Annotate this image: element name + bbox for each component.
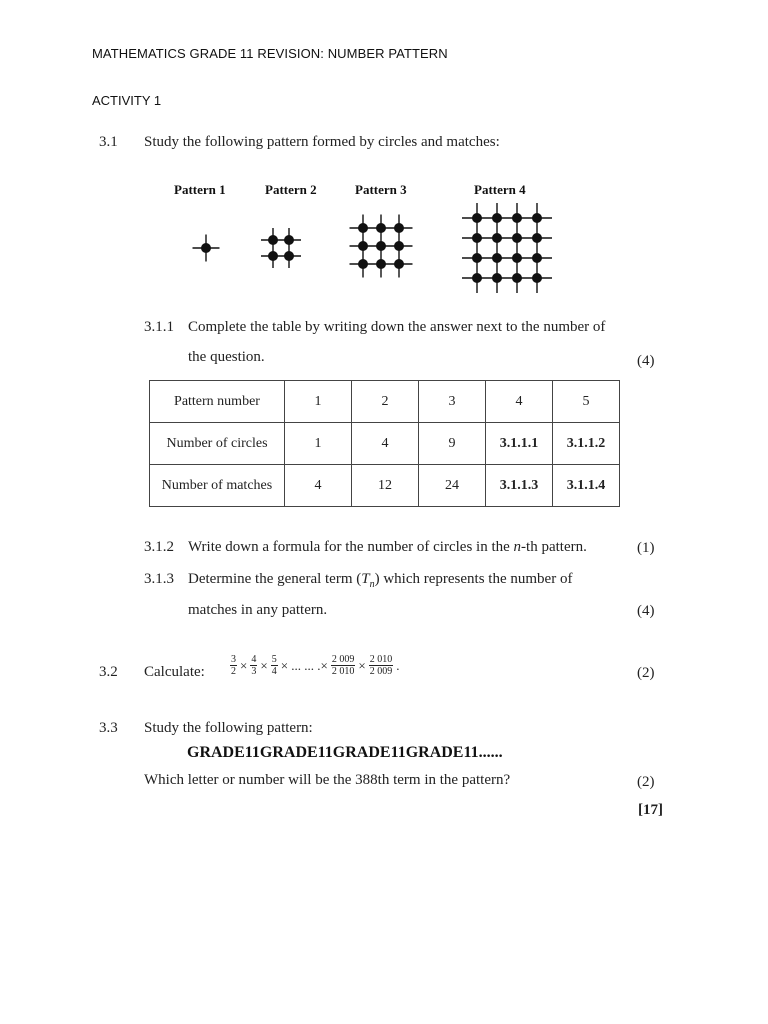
pattern-circle: [512, 253, 522, 263]
pattern-circle: [268, 251, 278, 261]
pattern-circle: [472, 233, 482, 243]
marks-3-2: (2): [637, 665, 655, 681]
pattern-circle: [376, 223, 386, 233]
pattern-2-label: Pattern 2: [265, 182, 317, 197]
question-3-1-text: Study the following pattern formed by circles and matches:: [144, 134, 500, 150]
table-cell: 12: [352, 465, 419, 507]
table-cell: 9: [419, 423, 486, 465]
pattern-3-label: Pattern 3: [355, 182, 407, 197]
product-expression: $\frac{3}{2}$ × $\frac{4}{3}$ × $\frac{5}{4}$ × ... ... .× $\frac{2 009}{2 010}$ × $\frac{2 010}{2 009}$ .: [231, 654, 400, 677]
question-number-3-2: 3.2: [99, 664, 118, 680]
question-3-3-text: Study the following pattern:: [144, 720, 313, 736]
table-cell: 3: [419, 381, 486, 423]
row-label-pattern-number: Pattern number: [150, 381, 285, 423]
question-3-2-label: Calculate:: [144, 664, 205, 680]
table-row: [150, 465, 620, 507]
grade-pattern: GRADE11GRADE11GRADE11GRADE11......: [187, 744, 503, 761]
question-3-3-question: Which letter or number will be the 388th term in the pattern?: [144, 772, 511, 788]
question-3-1-2-text: Write down a formula for the number of circles in the n-th pattern.: [188, 539, 587, 555]
pattern-circle: [512, 273, 522, 283]
pattern-circle: [472, 273, 482, 283]
pattern-circle: [532, 233, 542, 243]
pattern-circle: [394, 259, 404, 269]
answer-slot-3-1-1-2: 3.1.1.2: [553, 423, 620, 465]
pattern-circle: [512, 213, 522, 223]
pattern-2-figure: [261, 228, 301, 268]
question-number-3-1-1: 3.1.1: [144, 319, 174, 335]
pattern-4-label: Pattern 4: [474, 182, 526, 197]
table-cell: 5: [553, 381, 620, 423]
answer-slot-3-1-1-4: 3.1.1.4: [553, 465, 620, 507]
table-cell: 4: [285, 465, 352, 507]
pattern-circle: [492, 273, 502, 283]
question-number-3-3: 3.3: [99, 720, 118, 736]
pattern-1-label: Pattern 1: [174, 182, 226, 197]
marks-3-1-3: (4): [637, 603, 655, 619]
marks-3-3: (2): [637, 774, 655, 790]
table-cell: 4: [352, 423, 419, 465]
pattern-circle: [472, 213, 482, 223]
pattern-3-figure: [350, 215, 413, 278]
pattern-circle: [201, 243, 211, 253]
pattern-circle: [376, 241, 386, 251]
pattern-circle: [492, 213, 502, 223]
table-row: [150, 381, 620, 423]
question-3-1-1-line1: Complete the table by writing down the answer next to the number of: [188, 319, 606, 335]
pattern-circle: [284, 251, 294, 261]
question-3-1-3-line2: matches in any pattern.: [188, 602, 328, 618]
pattern-figures: [0, 0, 768, 320]
pattern-circle: [532, 213, 542, 223]
pattern-circle: [376, 259, 386, 269]
question-3-1-1-line2: the question.: [188, 349, 265, 365]
table-cell: 1: [285, 423, 352, 465]
pattern-table: [149, 380, 620, 507]
question-number-3-1-2: 3.1.2: [144, 539, 174, 555]
table-cell: 1: [285, 381, 352, 423]
question-3-1-3-line1: Determine the general term $(T_n)$ which represents the number of: [188, 571, 573, 590]
fraction: $\frac{4}{3}$: [251, 654, 257, 677]
pattern-circle: [268, 235, 278, 245]
marks-3-1-1: (4): [637, 353, 655, 369]
row-label-number-of-circles: Number of circles: [150, 423, 285, 465]
pattern-circle: [492, 233, 502, 243]
question-number-3-1-3: 3.1.3: [144, 571, 174, 587]
table-row: [150, 423, 620, 465]
pattern-circle: [358, 223, 368, 233]
pattern-circle: [532, 273, 542, 283]
pattern-circle: [358, 259, 368, 269]
table-cell: 24: [419, 465, 486, 507]
activity-total: [17]: [638, 802, 663, 818]
row-label-number-of-matches: Number of matches: [150, 465, 285, 507]
fraction: $\frac{5}{4}$: [271, 654, 277, 677]
page-header: MATHEMATICS GRADE 11 REVISION: NUMBER PATTERN: [92, 46, 448, 61]
answer-slot-3-1-1-1: 3.1.1.1: [486, 423, 553, 465]
question-number-3-1: 3.1: [99, 134, 118, 150]
pattern-circle: [512, 233, 522, 243]
answer-slot-3-1-1-3: 3.1.1.3: [486, 465, 553, 507]
table-cell: 4: [486, 381, 553, 423]
fraction: $\frac{2 009}{2 010}$: [331, 654, 355, 677]
pattern-circle: [358, 241, 368, 251]
table-cell: 2: [352, 381, 419, 423]
pattern-circle: [472, 253, 482, 263]
pattern-circle: [394, 223, 404, 233]
pattern-circle: [394, 241, 404, 251]
fraction: $\frac{3}{2}$: [231, 654, 236, 677]
pattern-circle: [532, 253, 542, 263]
pattern-circle: [492, 253, 502, 263]
pattern-1-figure: [193, 235, 220, 262]
fraction: $\frac{2 010}{2 009}$: [369, 654, 393, 677]
pattern-circle: [284, 235, 294, 245]
marks-3-1-2: (1): [637, 540, 655, 556]
activity-heading: ACTIVITY 1: [92, 93, 162, 108]
pattern-4-figure: [462, 203, 552, 293]
